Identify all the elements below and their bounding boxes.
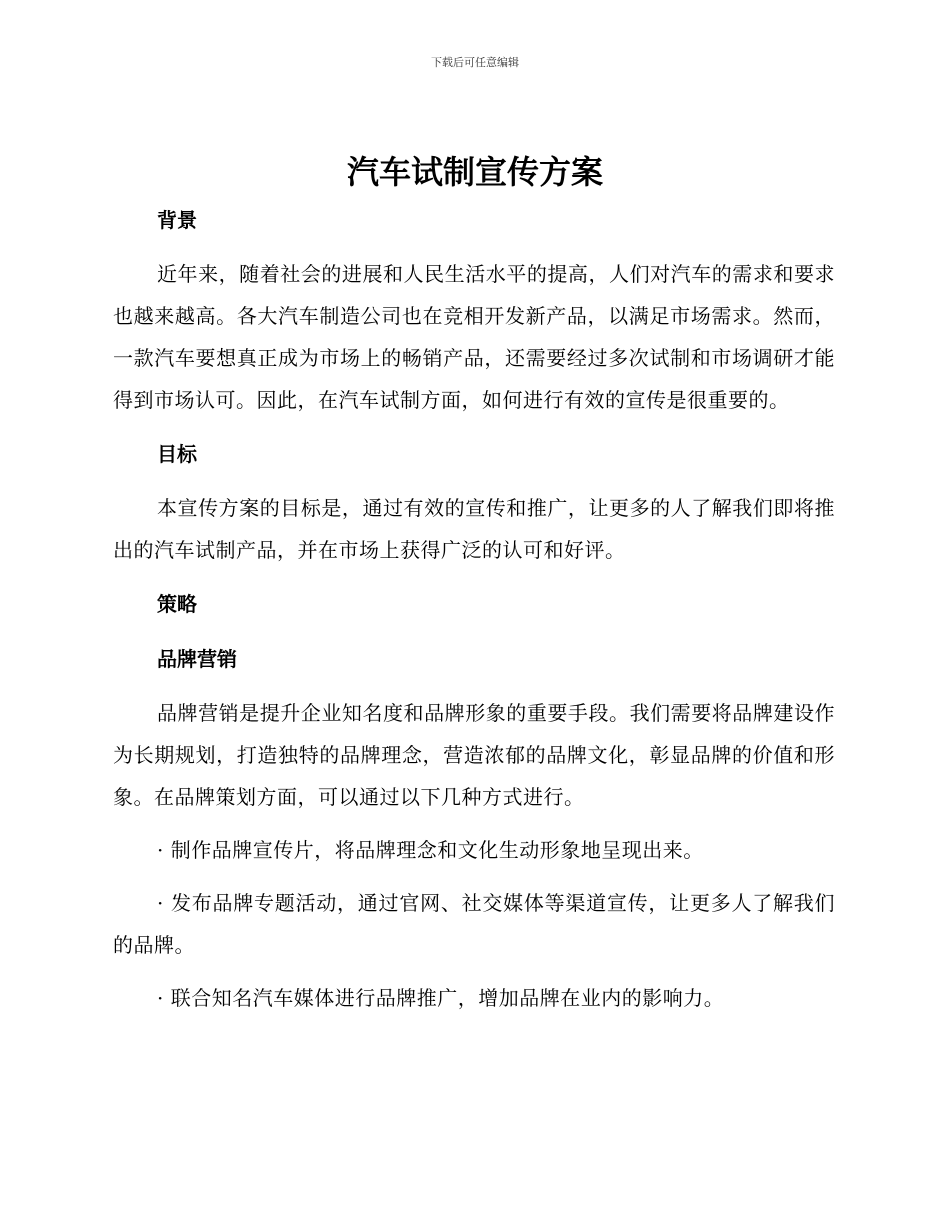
section-heading-background: 背景: [157, 208, 197, 232]
bullet-item: · 联合知名汽车媒体进行品牌推广，增加品牌在业内的影响力。: [157, 986, 725, 1010]
header-note: 下载后可任意编辑: [431, 56, 519, 69]
bullet-item: · 发布品牌专题活动，通过官网、社交媒体等渠道宣传，让更多人了解我们的品牌。: [113, 891, 835, 957]
document-body: [113, 198, 835, 1019]
paragraph-goal: 本宣传方案的目标是，通过有效的宣传和推广，让更多的人了解我们即将推出的汽车试制产品，并在市场上获得广泛的认可和好评。: [113, 496, 835, 562]
paragraph-background: 近年来，随着社会的进展和人民生活水平的提高，人们对汽车的需求和要求也越来越高。各大汽车制造公司也在竞相开发新产品，以满足市场需求。然而，一款汽车要想真正成为市场上的畅销产品，还需要经过多次试制和市场调研才能得到市场认可。因此，在汽车试制方面，如何进行有效的宣传是很重要的。: [113, 262, 835, 412]
paragraph-brand-marketing: 品牌营销是提升企业知名度和品牌形象的重要手段。我们需要将品牌建设作为长期规划，打造独特的品牌理念，营造浓郁的品牌文化，彰显品牌的价值和形象。在品牌策划方面，可以通过以下几种方式进行。: [113, 701, 835, 809]
bullet-item: · 制作品牌宣传片，将品牌理念和文化生动形象地呈现出来。: [157, 838, 704, 862]
document-title: 汽车试制宣传方案: [346, 153, 603, 191]
section-heading-goal: 目标: [157, 442, 197, 466]
section-heading-brand-marketing: 品牌营销: [157, 647, 237, 671]
section-heading-strategy: 策略: [157, 592, 197, 616]
